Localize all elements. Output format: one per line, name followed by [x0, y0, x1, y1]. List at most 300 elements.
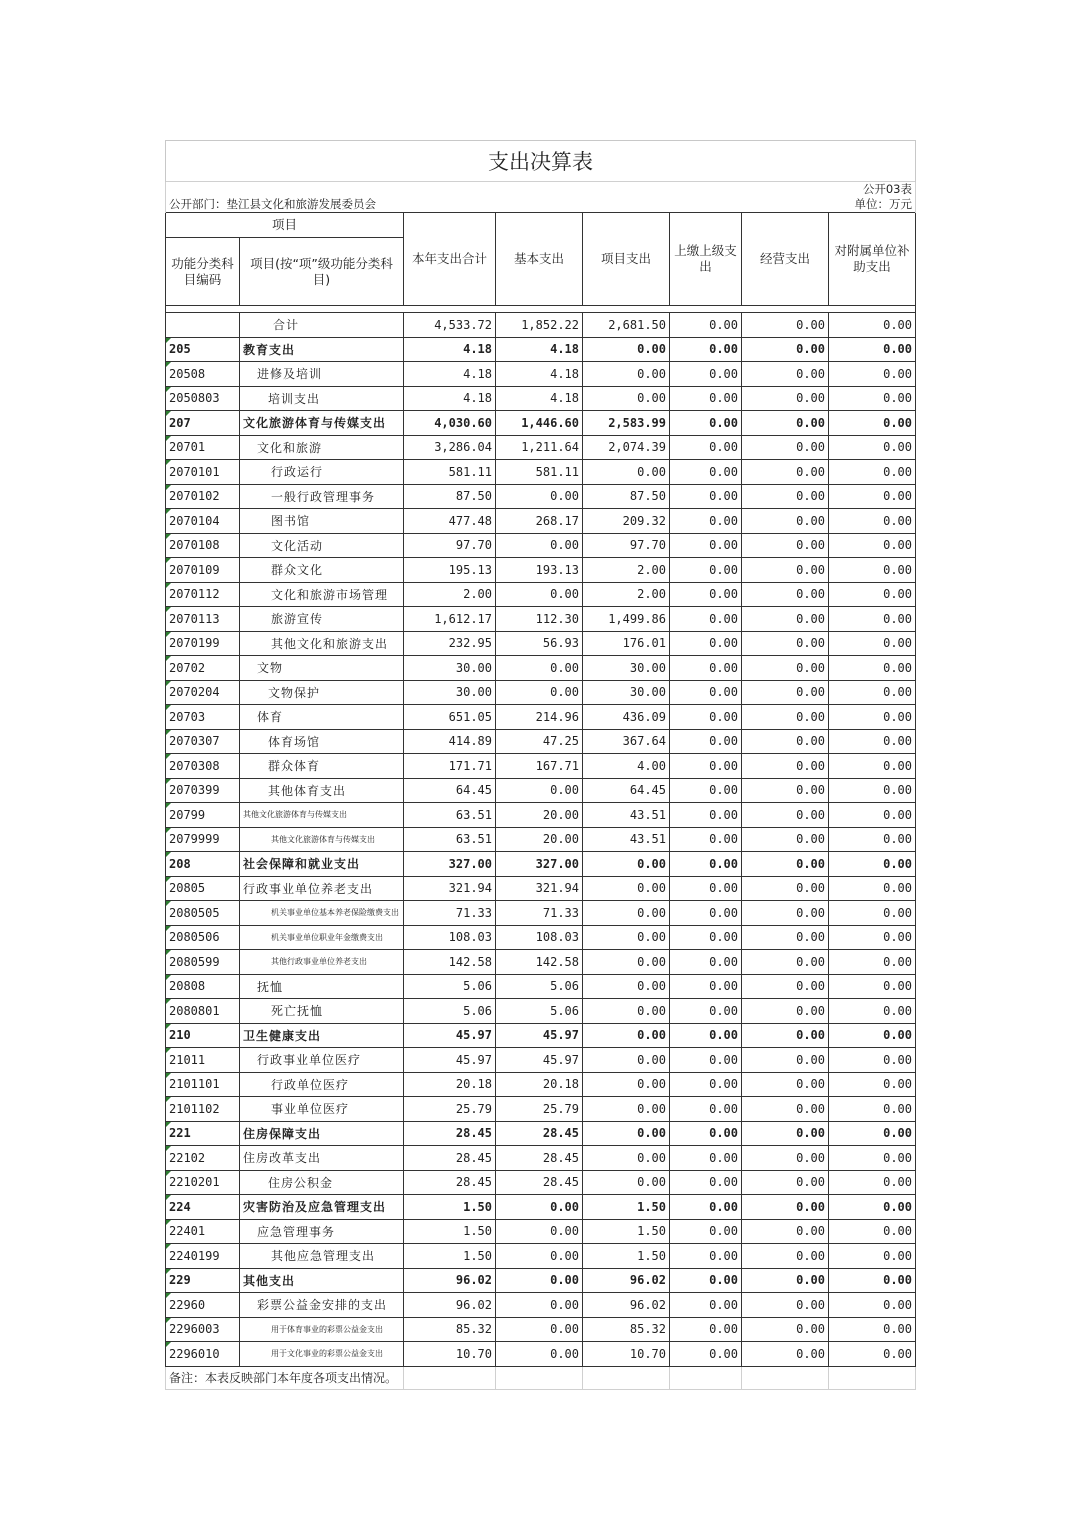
cell-upper: 0.00	[670, 533, 742, 558]
cell-total: 63.51	[404, 803, 496, 828]
cell-marker-icon	[166, 828, 171, 833]
cell-subsidiary: 0.00	[829, 582, 916, 607]
header-name: 项目(按“项”级功能分类科目)	[240, 238, 404, 306]
table-row	[166, 1293, 916, 1318]
row-code: 224	[166, 1195, 240, 1220]
table-row	[166, 313, 916, 338]
footnote-empty-cell	[583, 1366, 670, 1389]
cell-subsidiary: 0.00	[829, 1023, 916, 1048]
cell-project: 96.02	[583, 1293, 670, 1318]
header-code: 功能分类科目编码	[166, 238, 240, 306]
cell-basic: 56.93	[496, 631, 583, 656]
row-name: 其他应急管理支出	[240, 1244, 404, 1269]
cell-marker-icon	[166, 558, 171, 563]
cell-business: 0.00	[742, 582, 829, 607]
cell-business: 0.00	[742, 386, 829, 411]
row-name: 文化旅游体育与传媒支出	[240, 411, 404, 436]
row-name: 群众体育	[240, 754, 404, 779]
cell-total: 414.89	[404, 729, 496, 754]
table-row	[166, 925, 916, 950]
cell-subsidiary: 0.00	[829, 754, 916, 779]
cell-upper: 0.00	[670, 558, 742, 583]
cell-basic: 4.18	[496, 386, 583, 411]
row-name: 群众文化	[240, 558, 404, 583]
row-name: 其他行政事业单位养老支出	[240, 950, 404, 975]
cell-marker-icon	[166, 754, 171, 759]
cell-marker-icon	[166, 1220, 171, 1225]
cell-subsidiary: 0.00	[829, 1048, 916, 1073]
cell-project: 209.32	[583, 509, 670, 534]
cell-basic: 268.17	[496, 509, 583, 534]
table-row	[166, 901, 916, 926]
row-code: 2070308	[166, 754, 240, 779]
row-name: 其他文化旅游体育与传媒支出	[240, 803, 404, 828]
cell-upper: 0.00	[670, 680, 742, 705]
table-row	[166, 509, 916, 534]
cell-upper: 0.00	[670, 1170, 742, 1195]
cell-business: 0.00	[742, 852, 829, 877]
cell-business: 0.00	[742, 337, 829, 362]
cell-total: 96.02	[404, 1293, 496, 1318]
row-name: 死亡抚恤	[240, 999, 404, 1024]
cell-subsidiary: 0.00	[829, 1072, 916, 1097]
cell-upper: 0.00	[670, 999, 742, 1024]
row-name: 文化和旅游市场管理	[240, 582, 404, 607]
cell-project: 2,681.50	[583, 313, 670, 338]
cell-total: 1.50	[404, 1219, 496, 1244]
table-row	[166, 607, 916, 632]
row-code: 2070109	[166, 558, 240, 583]
cell-subsidiary: 0.00	[829, 411, 916, 436]
row-name: 一般行政管理事务	[240, 484, 404, 509]
table-row	[166, 1342, 916, 1367]
cell-business: 0.00	[742, 1072, 829, 1097]
cell-total: 30.00	[404, 680, 496, 705]
cell-total: 87.50	[404, 484, 496, 509]
cell-basic: 28.45	[496, 1170, 583, 1195]
cell-total: 30.00	[404, 656, 496, 681]
cell-upper: 0.00	[670, 435, 742, 460]
row-code: 210	[166, 1023, 240, 1048]
table-row	[166, 1072, 916, 1097]
row-name: 彩票公益金安排的支出	[240, 1293, 404, 1318]
table-row	[166, 803, 916, 828]
cell-total: 4,030.60	[404, 411, 496, 436]
cell-basic: 0.00	[496, 1219, 583, 1244]
cell-project: 85.32	[583, 1317, 670, 1342]
cell-project: 4.00	[583, 754, 670, 779]
department-label: 公开部门：垫江县文化和旅游发展委员会	[166, 197, 742, 213]
cell-marker-icon	[166, 1318, 171, 1323]
cell-basic: 167.71	[496, 754, 583, 779]
cell-marker-icon	[166, 460, 171, 465]
cell-subsidiary: 0.00	[829, 852, 916, 877]
footnote-empty-cell	[496, 1366, 583, 1389]
row-code: 2101102	[166, 1097, 240, 1122]
row-code: 2070204	[166, 680, 240, 705]
cell-marker-icon	[166, 1269, 171, 1274]
row-name: 行政单位医疗	[240, 1072, 404, 1097]
cell-subsidiary: 0.00	[829, 1097, 916, 1122]
table-row	[166, 337, 916, 362]
row-name: 行政事业单位养老支出	[240, 876, 404, 901]
cell-project: 0.00	[583, 1072, 670, 1097]
row-code: 2240199	[166, 1244, 240, 1269]
cell-basic: 1,211.64	[496, 435, 583, 460]
cell-project: 0.00	[583, 1097, 670, 1122]
cell-basic: 0.00	[496, 1317, 583, 1342]
table-row	[166, 411, 916, 436]
row-code: 2080599	[166, 950, 240, 975]
row-code: 2050803	[166, 386, 240, 411]
row-name: 用于文化事业的彩票公益金支出	[240, 1342, 404, 1367]
row-code: 2080505	[166, 901, 240, 926]
row-code: 20701	[166, 435, 240, 460]
cell-project: 2,074.39	[583, 435, 670, 460]
cell-business: 0.00	[742, 1244, 829, 1269]
cell-basic: 321.94	[496, 876, 583, 901]
header-subsidiary: 对附属单位补助支出	[829, 213, 916, 306]
cell-upper: 0.00	[670, 901, 742, 926]
row-code: 2101101	[166, 1072, 240, 1097]
cell-marker-icon	[166, 1293, 171, 1298]
cell-basic: 0.00	[496, 1342, 583, 1367]
row-name: 培训支出	[240, 386, 404, 411]
cell-marker-icon	[166, 681, 171, 686]
cell-basic: 1,852.22	[496, 313, 583, 338]
table-row	[166, 1195, 916, 1220]
cell-basic: 5.06	[496, 974, 583, 999]
cell-marker-icon	[166, 583, 171, 588]
cell-project: 2,583.99	[583, 411, 670, 436]
cell-marker-icon	[166, 509, 171, 514]
table-row	[166, 852, 916, 877]
row-name: 机关事业单位职业年金缴费支出	[240, 925, 404, 950]
cell-project: 1.50	[583, 1195, 670, 1220]
cell-total: 85.32	[404, 1317, 496, 1342]
cell-upper: 0.00	[670, 631, 742, 656]
cell-total: 4.18	[404, 386, 496, 411]
cell-project: 0.00	[583, 1048, 670, 1073]
cell-subsidiary: 0.00	[829, 656, 916, 681]
cell-total: 195.13	[404, 558, 496, 583]
cell-subsidiary: 0.00	[829, 1121, 916, 1146]
header-upper: 上缴上级支出	[670, 213, 742, 306]
cell-basic: 0.00	[496, 1244, 583, 1269]
cell-project: 0.00	[583, 901, 670, 926]
cell-business: 0.00	[742, 631, 829, 656]
row-name: 其他文化旅游体育与传媒支出	[240, 827, 404, 852]
row-name: 行政运行	[240, 460, 404, 485]
row-name: 应急管理事务	[240, 1219, 404, 1244]
cell-project: 0.00	[583, 950, 670, 975]
cell-business: 0.00	[742, 1195, 829, 1220]
cell-marker-icon	[166, 1171, 171, 1176]
row-name: 体育	[240, 705, 404, 730]
row-name: 文物保护	[240, 680, 404, 705]
row-name: 其他文化和旅游支出	[240, 631, 404, 656]
table-row	[166, 876, 916, 901]
cell-project: 97.70	[583, 533, 670, 558]
cell-basic: 20.00	[496, 827, 583, 852]
row-code: 2070104	[166, 509, 240, 534]
cell-project: 0.00	[583, 876, 670, 901]
cell-subsidiary: 0.00	[829, 509, 916, 534]
table-row	[166, 656, 916, 681]
row-name: 住房公积金	[240, 1170, 404, 1195]
table-row	[166, 1268, 916, 1293]
cell-subsidiary: 0.00	[829, 313, 916, 338]
row-code: 20805	[166, 876, 240, 901]
cell-total: 64.45	[404, 778, 496, 803]
cell-project: 367.64	[583, 729, 670, 754]
cell-basic: 0.00	[496, 1268, 583, 1293]
cell-upper: 0.00	[670, 827, 742, 852]
row-name: 文化活动	[240, 533, 404, 558]
cell-subsidiary: 0.00	[829, 1293, 916, 1318]
table-row	[166, 1121, 916, 1146]
row-code: 2070113	[166, 607, 240, 632]
cell-marker-icon	[166, 485, 171, 490]
cell-project: 43.51	[583, 803, 670, 828]
cell-upper: 0.00	[670, 386, 742, 411]
cell-project: 0.00	[583, 337, 670, 362]
cell-total: 4.18	[404, 337, 496, 362]
cell-business: 0.00	[742, 362, 829, 387]
cell-total: 28.45	[404, 1121, 496, 1146]
cell-total: 97.70	[404, 533, 496, 558]
cell-subsidiary: 0.00	[829, 1219, 916, 1244]
cell-marker-icon	[166, 1244, 171, 1249]
table-row	[166, 999, 916, 1024]
cell-marker-icon	[166, 1195, 171, 1200]
cell-business: 0.00	[742, 656, 829, 681]
cell-total: 142.58	[404, 950, 496, 975]
cell-upper: 0.00	[670, 803, 742, 828]
table-row	[166, 950, 916, 975]
cell-basic: 327.00	[496, 852, 583, 877]
cell-subsidiary: 0.00	[829, 435, 916, 460]
cell-total: 63.51	[404, 827, 496, 852]
table-row	[166, 1023, 916, 1048]
cell-marker-icon	[166, 1097, 171, 1102]
row-code: 2070307	[166, 729, 240, 754]
cell-upper: 0.00	[670, 1048, 742, 1073]
row-code: 2070102	[166, 484, 240, 509]
cell-project: 30.00	[583, 680, 670, 705]
table-row	[166, 827, 916, 852]
cell-project: 0.00	[583, 386, 670, 411]
cell-total: 4.18	[404, 362, 496, 387]
cell-upper: 0.00	[670, 950, 742, 975]
cell-upper: 0.00	[670, 754, 742, 779]
cell-total: 10.70	[404, 1342, 496, 1367]
row-code: 2070101	[166, 460, 240, 485]
row-name: 文化和旅游	[240, 435, 404, 460]
footnote-empty-cell	[670, 1366, 742, 1389]
row-code: 20703	[166, 705, 240, 730]
row-code: 2296003	[166, 1317, 240, 1342]
cell-total: 477.48	[404, 509, 496, 534]
cell-basic: 193.13	[496, 558, 583, 583]
row-code: 21011	[166, 1048, 240, 1073]
cell-total: 108.03	[404, 925, 496, 950]
cell-total: 581.11	[404, 460, 496, 485]
cell-basic: 28.45	[496, 1146, 583, 1171]
cell-marker-icon	[166, 1342, 171, 1347]
row-name: 抚恤	[240, 974, 404, 999]
row-name: 事业单位医疗	[240, 1097, 404, 1122]
cell-total: 25.79	[404, 1097, 496, 1122]
cell-upper: 0.00	[670, 1121, 742, 1146]
cell-subsidiary: 0.00	[829, 362, 916, 387]
cell-upper: 0.00	[670, 876, 742, 901]
cell-project: 87.50	[583, 484, 670, 509]
cell-marker-icon	[166, 1048, 171, 1053]
cell-subsidiary: 0.00	[829, 680, 916, 705]
cell-marker-icon	[166, 705, 171, 710]
cell-project: 64.45	[583, 778, 670, 803]
cell-business: 0.00	[742, 1317, 829, 1342]
cell-marker-icon	[166, 1146, 171, 1151]
cell-business: 0.00	[742, 435, 829, 460]
cell-marker-icon	[166, 901, 171, 906]
header-basic: 基本支出	[496, 213, 583, 306]
table-row	[166, 460, 916, 485]
cell-total: 4,533.72	[404, 313, 496, 338]
cell-marker-icon	[166, 436, 171, 441]
cell-subsidiary: 0.00	[829, 803, 916, 828]
cell-basic: 0.00	[496, 484, 583, 509]
cell-marker-icon	[166, 730, 171, 735]
row-code: 22401	[166, 1219, 240, 1244]
cell-basic: 0.00	[496, 1195, 583, 1220]
header-project: 项目	[166, 213, 404, 238]
row-name: 文物	[240, 656, 404, 681]
cell-business: 0.00	[742, 1219, 829, 1244]
cell-marker-icon	[166, 779, 171, 784]
cell-subsidiary: 0.00	[829, 778, 916, 803]
cell-business: 0.00	[742, 999, 829, 1024]
cell-upper: 0.00	[670, 362, 742, 387]
cell-subsidiary: 0.00	[829, 460, 916, 485]
table-row	[166, 778, 916, 803]
cell-business: 0.00	[742, 729, 829, 754]
cell-basic: 0.00	[496, 582, 583, 607]
cell-upper: 0.00	[670, 460, 742, 485]
cell-subsidiary: 0.00	[829, 876, 916, 901]
cell-basic: 45.97	[496, 1048, 583, 1073]
table-row	[166, 533, 916, 558]
cell-basic: 25.79	[496, 1097, 583, 1122]
row-code: 22102	[166, 1146, 240, 1171]
cell-business: 0.00	[742, 607, 829, 632]
row-name: 灾害防治及应急管理支出	[240, 1195, 404, 1220]
cell-project: 1.50	[583, 1219, 670, 1244]
expenditure-sheet	[165, 140, 915, 1390]
cell-upper: 0.00	[670, 705, 742, 730]
cell-total: 1.50	[404, 1244, 496, 1269]
cell-marker-icon	[166, 999, 171, 1004]
row-code: 2079999	[166, 827, 240, 852]
cell-project: 30.00	[583, 656, 670, 681]
cell-basic: 581.11	[496, 460, 583, 485]
cell-project: 0.00	[583, 362, 670, 387]
cell-subsidiary: 0.00	[829, 1195, 916, 1220]
row-code: 20702	[166, 656, 240, 681]
row-code: 2080801	[166, 999, 240, 1024]
unit-label: 单位：万元	[742, 197, 916, 213]
cell-upper: 0.00	[670, 313, 742, 338]
row-name: 住房改革支出	[240, 1146, 404, 1171]
table-row	[166, 558, 916, 583]
cell-business: 0.00	[742, 705, 829, 730]
row-name: 教育支出	[240, 337, 404, 362]
cell-subsidiary: 0.00	[829, 533, 916, 558]
row-name: 其他支出	[240, 1268, 404, 1293]
cell-business: 0.00	[742, 533, 829, 558]
cell-project: 10.70	[583, 1342, 670, 1367]
cell-marker-icon	[166, 877, 171, 882]
cell-business: 0.00	[742, 558, 829, 583]
cell-subsidiary: 0.00	[829, 558, 916, 583]
cell-subsidiary: 0.00	[829, 1317, 916, 1342]
row-name: 社会保障和就业支出	[240, 852, 404, 877]
cell-business: 0.00	[742, 754, 829, 779]
cell-business: 0.00	[742, 925, 829, 950]
cell-total: 96.02	[404, 1268, 496, 1293]
cell-total: 3,286.04	[404, 435, 496, 460]
cell-marker-icon	[166, 534, 171, 539]
cell-basic: 0.00	[496, 778, 583, 803]
table-row	[166, 1097, 916, 1122]
cell-upper: 0.00	[670, 484, 742, 509]
row-code: 207	[166, 411, 240, 436]
cell-business: 0.00	[742, 950, 829, 975]
cell-project: 0.00	[583, 925, 670, 950]
cell-business: 0.00	[742, 1170, 829, 1195]
cell-basic: 0.00	[496, 1293, 583, 1318]
cell-project: 0.00	[583, 1023, 670, 1048]
cell-subsidiary: 0.00	[829, 386, 916, 411]
cell-basic: 0.00	[496, 680, 583, 705]
cell-basic: 214.96	[496, 705, 583, 730]
cell-upper: 0.00	[670, 974, 742, 999]
cell-marker-icon	[166, 411, 171, 416]
cell-upper: 0.00	[670, 337, 742, 362]
cell-project: 0.00	[583, 460, 670, 485]
page-title: 支出决算表	[166, 141, 916, 182]
cell-basic: 142.58	[496, 950, 583, 975]
cell-upper: 0.00	[670, 1342, 742, 1367]
cell-subsidiary: 0.00	[829, 1170, 916, 1195]
row-code: 2296010	[166, 1342, 240, 1367]
cell-total: 28.45	[404, 1146, 496, 1171]
cell-upper: 0.00	[670, 1293, 742, 1318]
row-code: 205	[166, 337, 240, 362]
row-code: 2080506	[166, 925, 240, 950]
table-row	[166, 582, 916, 607]
cell-total: 232.95	[404, 631, 496, 656]
table-row	[166, 1244, 916, 1269]
cell-business: 0.00	[742, 509, 829, 534]
cell-marker-icon	[166, 803, 171, 808]
table-row	[166, 1170, 916, 1195]
cell-marker-icon	[166, 632, 171, 637]
row-name: 进修及培训	[240, 362, 404, 387]
row-code: 2070199	[166, 631, 240, 656]
row-code	[166, 313, 240, 338]
